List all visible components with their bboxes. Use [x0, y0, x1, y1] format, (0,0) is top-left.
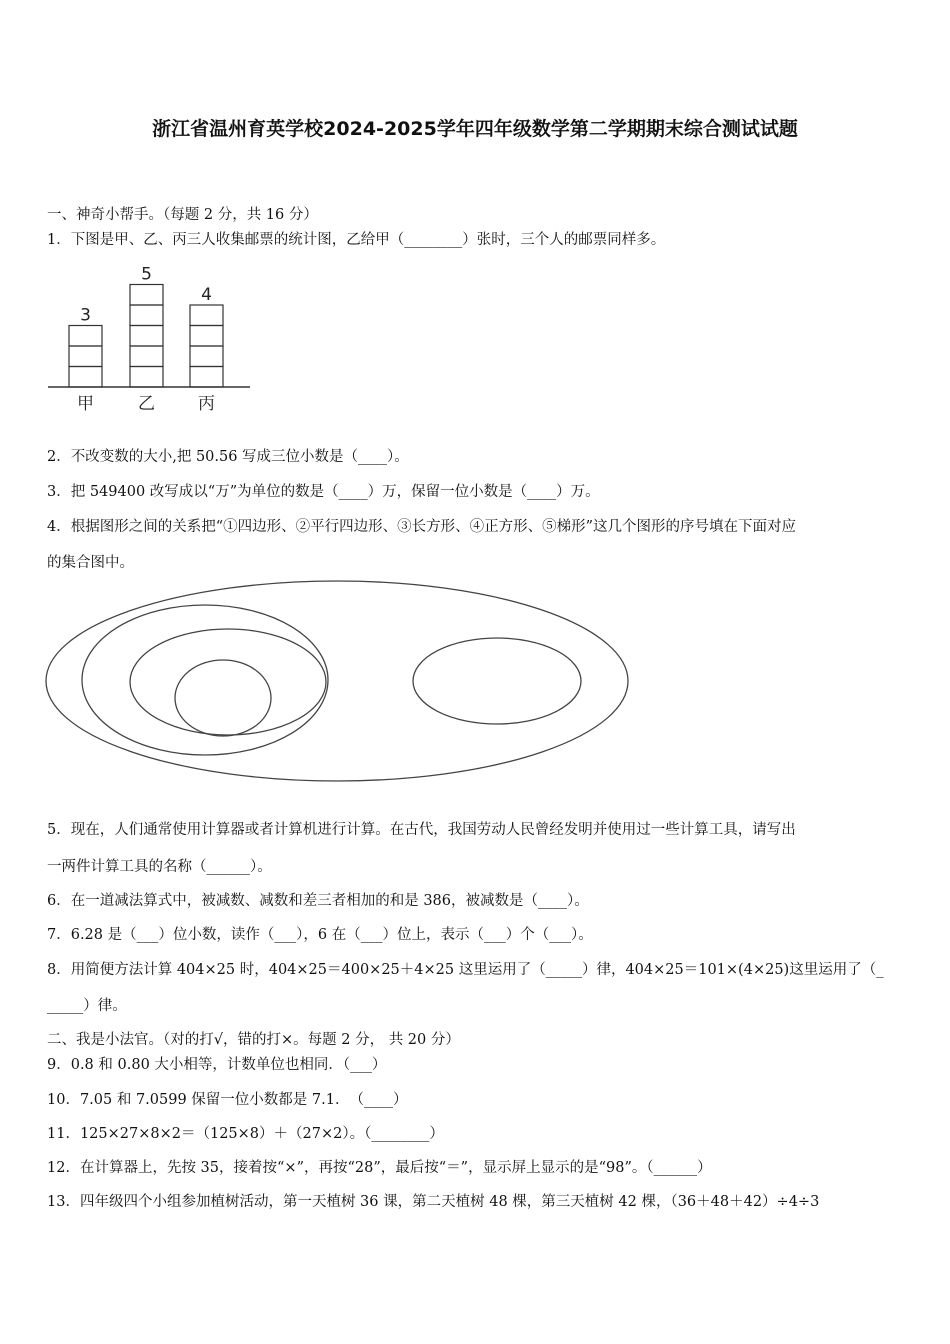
question-12: 12．在计算器上，先按 35，接着按“×”，再按“28”，最后按“＝”，显示屏上显示的是“98”。（______）	[47, 1160, 712, 1176]
set-ellipse-rectangle	[130, 629, 326, 735]
question-6: 6．在一道减法算式中，被减数、减数和差三者相加的和是 386，被减数是（____）。	[47, 893, 589, 909]
bar-category-label: 丙	[198, 394, 215, 414]
question-9: 9．0.8 和 0.80 大小相等，计数单位也相同．（___）	[47, 1057, 387, 1073]
question-4-line-1: 4．根据图形之间的关系把“①四边形、②平行四边形、③长方形、④正方形、⑤梯形”这几个图形的序号填在下面对应	[47, 519, 797, 535]
bar-unit-square	[69, 367, 102, 388]
question-1: 1．下图是甲、乙、丙三人收集邮票的统计图，乙给甲（________）张时，三个人的邮票同样多。	[47, 232, 666, 248]
question-5-line-1: 5．现在，人们通常使用计算器或者计算机进行计算。在古代，我国劳动人民曾经发明并使用过一些计算工具，请写出	[47, 822, 796, 838]
question-11: 11．125×27×8×2＝（125×8）＋（27×2）。（________）	[47, 1126, 444, 1142]
question-5-line-2: 一两件计算工具的名称（______）。	[47, 859, 272, 875]
bar-value-label: 4	[201, 285, 212, 305]
bar-unit-square	[190, 305, 223, 326]
stamp-bar-chart	[48, 265, 250, 415]
question-3: 3．把 549400 改写成以“万”为单位的数是（____）万，保留一位小数是（____）万。	[47, 484, 600, 500]
page-title: 浙江省温州育英学校2024-2025学年四年级数学第二学期期末综合测试试题	[152, 118, 798, 140]
question-10: 10．7.05 和 7.0599 保留一位小数都是 7.1． （____）	[47, 1092, 408, 1108]
question-7: 7．6.28 是（___）位小数，读作（___），6 在（___）位上，表示（___）个（___）。	[47, 927, 593, 943]
bar-unit-square	[190, 367, 223, 388]
set-ellipse-quadrilateral	[46, 581, 628, 781]
bar-value-label: 5	[141, 264, 152, 285]
section-heading-2: 二、我是小法官。（对的打√，错的打×。每题 2 分， 共 20 分）	[47, 1032, 460, 1048]
question-4-line-2: 的集合图中。	[47, 555, 134, 571]
set-ellipse-square	[175, 660, 271, 736]
bar-category-label: 甲	[77, 394, 94, 414]
section-heading-1: 一、神奇小帮手。（每题 2 分，共 16 分）	[47, 207, 318, 223]
question-13: 13．四年级四个小组参加植树活动，第一天植树 36 课，第二天植树 48 棵，第三天植树 42 棵，（36＋48＋42）÷4÷3	[47, 1194, 820, 1210]
bar-unit-square	[69, 346, 102, 367]
bar-category-label: 乙	[138, 394, 155, 414]
venn-diagram	[46, 581, 628, 781]
question-2: 2．不改变数的大小,把 50.56 写成三位小数是（____）。	[47, 449, 409, 465]
bar-unit-square	[190, 326, 223, 347]
bar-value-label: 3	[80, 305, 91, 326]
set-ellipse-trapezoid	[413, 638, 581, 724]
bar-unit-square	[190, 346, 223, 367]
bar-unit-square	[130, 305, 163, 326]
set-ellipse-parallelogram	[82, 605, 328, 755]
bar-unit-square	[130, 367, 163, 388]
bar-unit-square	[130, 285, 163, 306]
question-8-line-2: _____）律。	[47, 998, 127, 1014]
bar-unit-square	[130, 346, 163, 367]
question-8-line-1: 8．用简便方法计算 404×25 时，404×25＝400×25＋4×25 这里运用了（_____）律，404×25＝101×(4×25)这里运用了（_	[47, 962, 884, 978]
bar-unit-square	[69, 326, 102, 347]
bar-unit-square	[130, 326, 163, 347]
